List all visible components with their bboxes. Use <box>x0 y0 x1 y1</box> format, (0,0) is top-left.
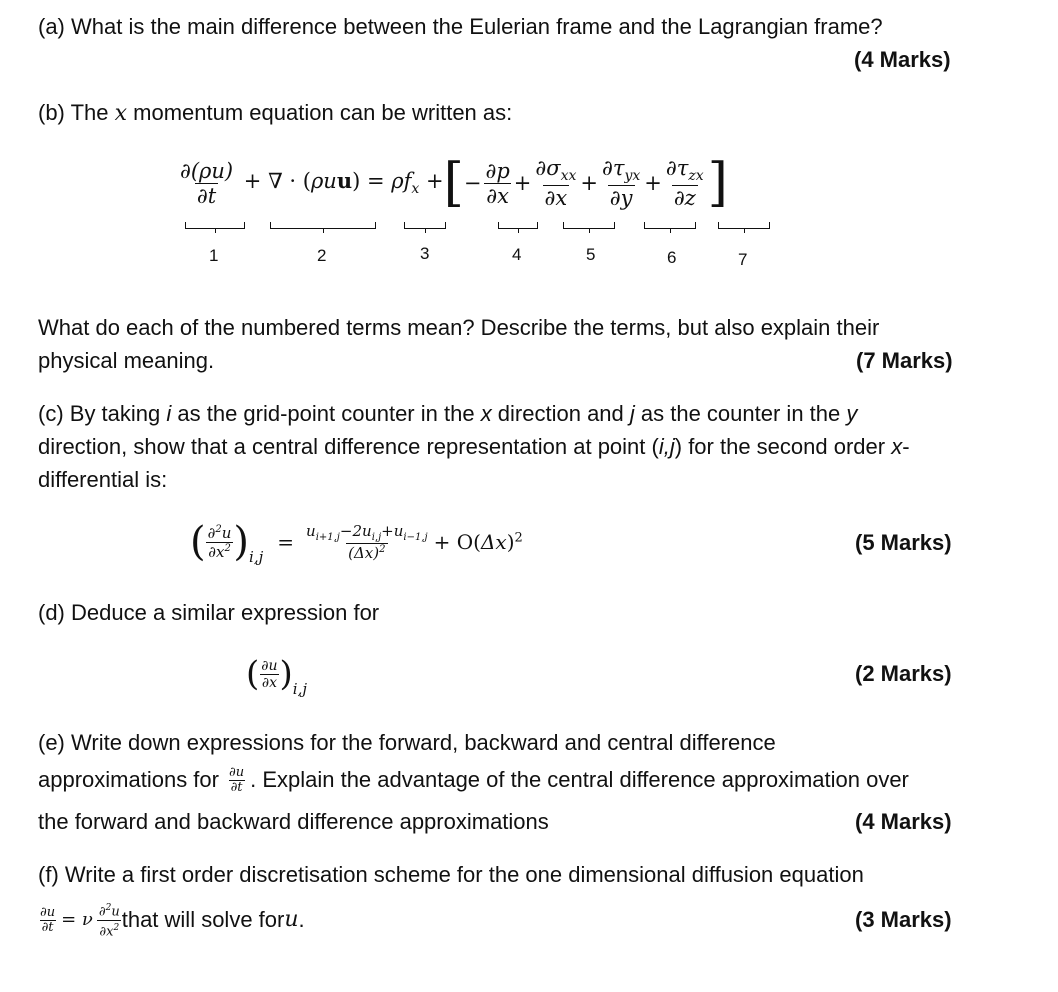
question-c-line2: direction, show that a central difference representation at point (i,j) for the second order x- <box>38 434 910 459</box>
question-f-marks: (3 Marks) <box>855 907 952 932</box>
question-b-marks: (7 Marks) <box>856 348 953 373</box>
question-f-line2: $\frac{\partial u}{\partial t}$ = ν $\frac{\partial^2u}{\partial x^2}$ that will solve for u . <box>40 903 305 939</box>
question-e-line1: (e) Write down expressions for the forward, backward and central difference <box>38 730 776 755</box>
question-a-text: (a) What is the main difference between the Eulerian frame and the Lagrangian frame? <box>38 14 883 39</box>
central-difference-equation: ( $\frac{\partial^2u}{\partial x^2}$ ) i,j = $\frac{u_{i+1,j}-2u_{i,j}+u_{i-1,j}}{(\Delta x)^2}$ + $O(\Delta x)^2$ <box>190 519 523 566</box>
diffusion-rhs: $\frac{\partial^2u}{\partial x^2}$ <box>98 903 120 939</box>
question-c-line1: (c) By taking i as the grid-point counter in the x direction and j as the counter in the y <box>38 401 858 426</box>
term-label-4: 4 <box>512 245 522 264</box>
underbrace-1 <box>185 222 245 229</box>
question-a-marks: (4 Marks) <box>854 47 951 72</box>
underbrace-4 <box>498 222 538 229</box>
underbrace-6 <box>644 222 696 229</box>
question-d-marks: (2 Marks) <box>855 661 952 686</box>
term-label-3: 3 <box>420 244 430 263</box>
term-label-6: 6 <box>667 248 677 267</box>
first-derivative-expression: ( $\frac{\partial u}{\partial x}$ ) i,j <box>246 654 308 698</box>
underbrace-3 <box>404 222 446 229</box>
term-label-5: 5 <box>586 245 596 264</box>
underbrace-2 <box>270 222 376 229</box>
term-label-1: 1 <box>209 246 219 265</box>
term-7-fraction: $\frac{\partial\tau_{zx}}{\partial z}$ <box>665 156 704 210</box>
question-c-line3: differential is: <box>38 467 168 492</box>
term-4-fraction: $\frac{\partial p}{\partial x}$ <box>485 158 510 208</box>
momentum-equation: $\frac{\partial(\rho u)}{\partial t}$ + ∇ · $(\rho uu) = \rho f_x$ + [ − $\frac{\partial p}{\partial x}$ + $\frac{\partial\sigma_{xx}}{\partial x}$ + $\frac{\partial\tau_{yx}}{\partial y}$ + $\frac{\partial\tau_{zx}}{\partial z}$ ] <box>180 153 728 213</box>
question-d-text: (d) Deduce a similar expression for <box>38 600 380 625</box>
question-b-intro: (b) The x momentum equation can be written as: <box>38 100 513 126</box>
question-e-marks: (4 Marks) <box>855 809 952 834</box>
term-5-fraction: $\frac{\partial\sigma_{xx}}{\partial x}$ <box>535 156 577 210</box>
question-e-line3: the forward and backward difference approximations <box>38 809 549 834</box>
question-c-marks: (5 Marks) <box>855 530 952 555</box>
question-b-line2: physical meaning. <box>38 348 215 373</box>
question-e-line2: approximations for $\frac{\partial u}{\partial t}$ . Explain the advantage of the central difference approximation over <box>38 764 909 795</box>
diffusion-lhs: $\frac{\partial u}{\partial t}$ <box>40 904 56 935</box>
term-label-2: 2 <box>317 246 327 265</box>
underbrace-5 <box>563 222 615 229</box>
term-6-fraction: $\frac{\partial\tau_{yx}}{\partial y}$ <box>602 156 641 210</box>
question-b-line1: What do each of the numbered terms mean? Describe the terms, but also explain their <box>38 315 880 340</box>
term-label-7: 7 <box>738 250 748 269</box>
question-f-line1: (f) Write a first order discretisation scheme for the one dimensional diffusion equation <box>38 862 864 887</box>
underbrace-7 <box>718 222 770 229</box>
term-1-fraction: $\frac{\partial(\rho u)}{\partial t}$ <box>180 158 234 208</box>
du-dt-fraction: $\frac{\partial u}{\partial t}$ <box>228 764 245 795</box>
